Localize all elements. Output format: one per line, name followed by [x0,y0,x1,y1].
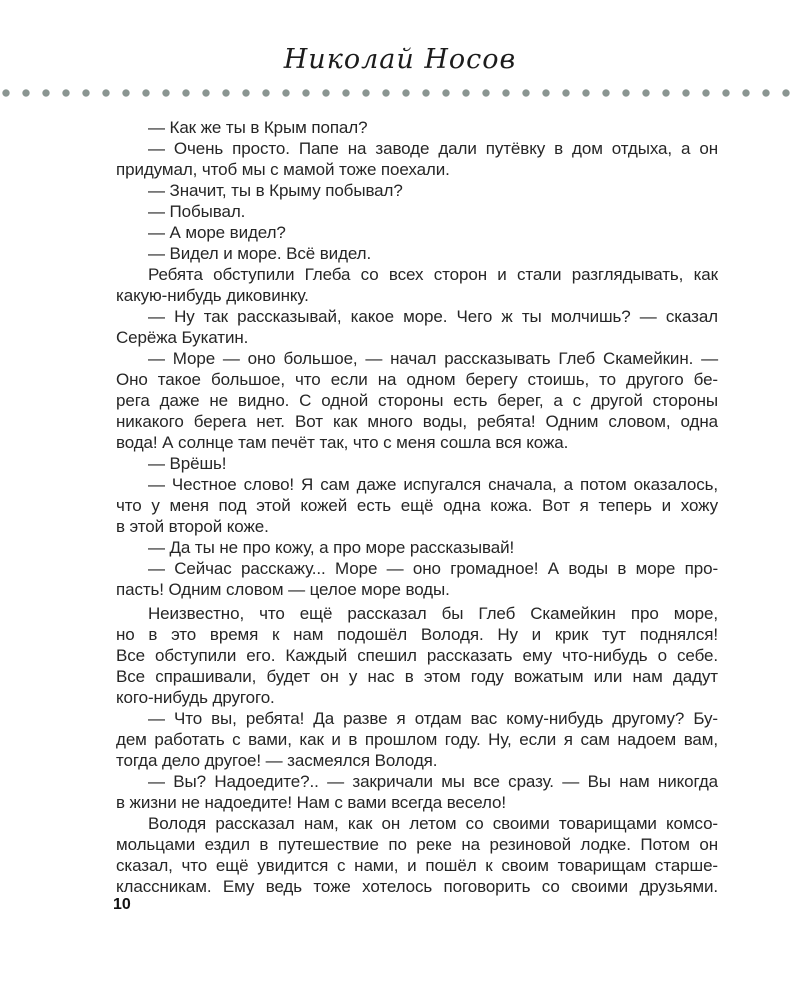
text-line: пасть! Одним словом — целое море воды. [116,580,450,599]
text-line: Ребята обступили Глеба со всех сторон и стали разглядывать, как [148,265,718,284]
paragraph [116,264,718,306]
text-line: в этой второй коже. [116,517,269,536]
text-line: — Сейчас расскажу... Море — оно громадное! А воды в море про- [148,559,718,578]
text-line: Неизвестно, что ещё рассказал бы Глеб Скамейкин про море, [148,604,718,623]
text-line: — Да ты не про кожу, а про море рассказывай! [148,538,515,557]
paragraph [116,771,718,813]
text-line: — Очень просто. Папе на заводе дали путёвку в дом отдыха, а он [148,139,718,158]
text-line: — А море видел? [148,223,286,242]
paragraph [116,813,718,897]
text-line: — Вы? Надоедите?.. — закричали мы все сразу. — Вы нам никогда [148,772,718,791]
text-line: в жизни не надоедите! Нам с вами всегда весело! [116,793,506,812]
text-line: какую-нибудь диковинку. [116,286,309,305]
text-line: кого-нибудь другого. [116,688,275,707]
text-line: рега даже не видно. С одной стороны есть берег, а с другой стороны [116,391,718,410]
paragraph [116,537,718,558]
text-line: — Море — оно большое, — начал рассказывать Глеб Скамейкин. — [148,349,718,368]
paragraph [116,201,718,222]
text-line: дем работать с вами, как и в прошлом году. Ну, если я сам надоем вам, [116,730,718,749]
text-line: Володя рассказал нам, как он летом со своими товарищами комсо- [148,814,718,833]
paragraph [116,474,718,537]
text-line: придумал, чтоб мы с мамой тоже поехали. [116,160,450,179]
paragraph [116,306,718,348]
text-line: что у меня под этой кожей есть ещё одна кожа. Вот я теперь и хожу [116,496,718,515]
text-line: вода! А солнце там печёт так, что с меня сошла вся кожа. [116,433,569,452]
paragraph [116,222,718,243]
text-line: — Видел и море. Всё видел. [148,244,372,263]
paragraph [116,708,718,771]
text-line: сказал, что ещё увидится с нами, и пошёл к своим товарищам старше- [116,856,718,875]
text-line: Все обступили его. Каждый спешил рассказать ему что-нибудь о себе. [116,646,718,665]
paragraph [116,603,718,708]
author-header: Николай Носов [283,44,517,75]
text-line: мольцами ездил в путешествие по реке на резиновой лодке. Потом он [116,835,718,854]
text-line: — Что вы, ребята! Да разве я отдам вас кому-нибудь другому? Бу- [148,709,718,728]
text-line: классникам. Ему ведь тоже хотелось поговорить со своими друзьями. [116,877,718,896]
text-line: — Побывал. [148,202,246,221]
paragraph [116,558,718,600]
paragraph [116,138,718,180]
paragraph [116,348,718,453]
text-line: Все спрашивали, будет он у нас в этом году вожатым или нам дадут [116,667,718,686]
text-line: никакого берега нет. Вот как много воды, ребята! Одним словом, одна [116,412,718,431]
text-line: — Врёшь! [148,454,227,473]
paragraph [116,180,718,201]
text-line: но в это время к нам подошёл Володя. Ну и крик тут поднялся! [116,625,718,644]
paragraph [116,453,718,474]
text-line: — Как же ты в Крым попал? [148,118,368,137]
paragraph [116,117,718,138]
paragraph [116,243,718,264]
dotted-divider [0,89,800,97]
page-number: 10 [113,896,131,913]
text-line: — Значит, ты в Крыму побывал? [148,181,403,200]
text-line: — Честное слово! Я сам даже испугался сначала, а потом оказалось, [148,475,718,494]
text-line: Серёжа Букатин. [116,328,249,347]
text-line: Оно такое большое, что если на одном берегу стоишь, то другого бе- [116,370,718,389]
body-text [116,117,718,897]
text-line: тогда дело другое! — засмеялся Володя. [116,751,438,770]
text-line: — Ну так рассказывай, какое море. Чего ж ты молчишь? — сказал [148,307,718,326]
